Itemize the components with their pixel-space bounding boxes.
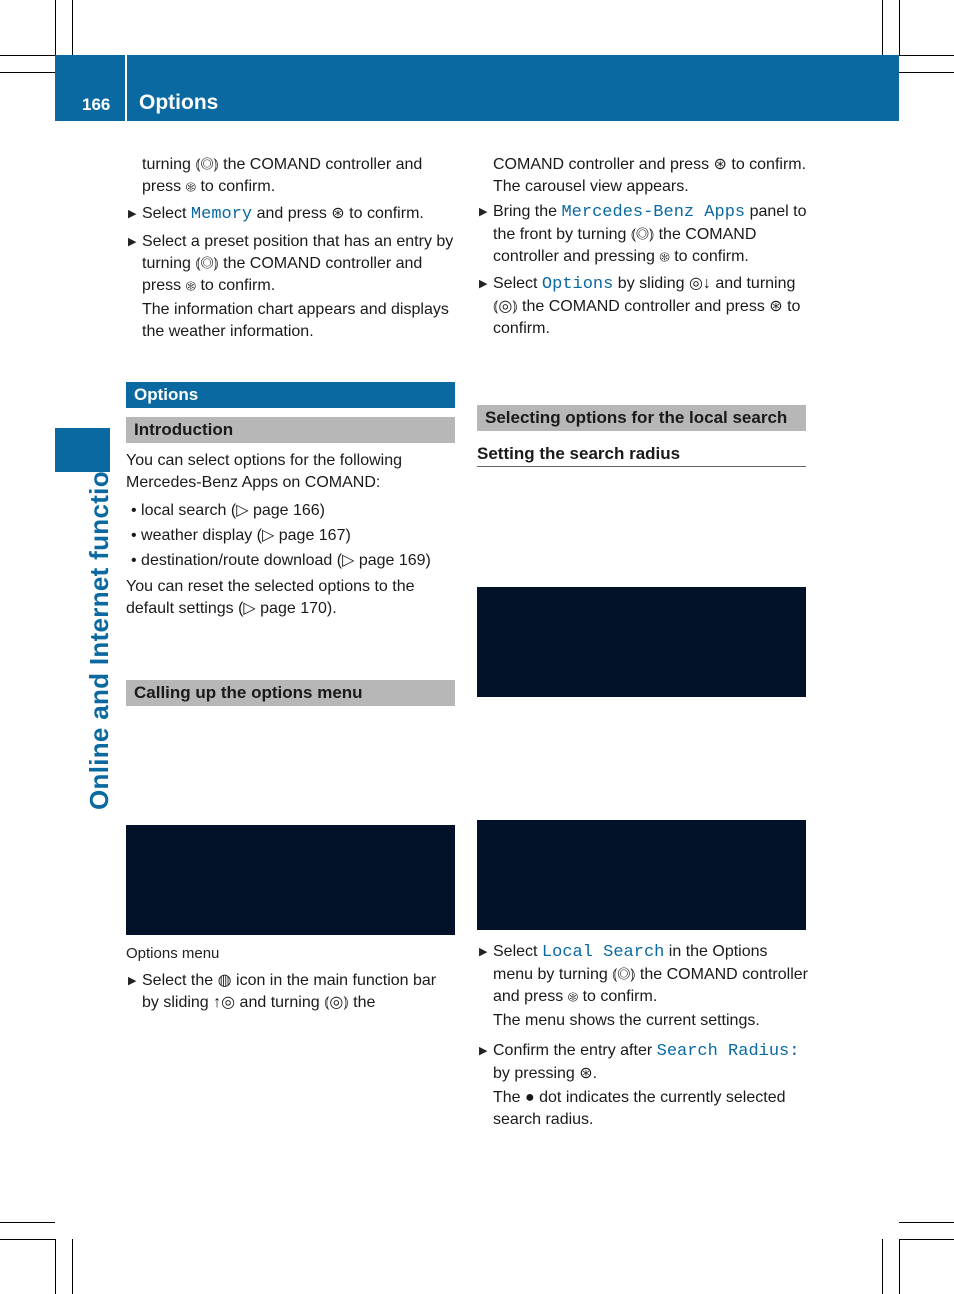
header-divider — [125, 55, 127, 121]
local-search-screenshot — [477, 587, 806, 697]
memory-code: Memory — [190, 205, 253, 224]
chapter-tab-label: Online and Internet functions — [84, 440, 114, 810]
right-column-bottom — [477, 941, 809, 1131]
step-arrow-icon: ▶ — [479, 1045, 488, 1057]
intro-block — [126, 450, 456, 620]
search-radius-code: Search Radius: — [656, 1042, 800, 1061]
step-preset: ▶ Select a preset position that has an entry by turning ⦅◎⦆ the COMAND controller and press ⊛ to confirm. The information chart appears and displays the weather information. — [126, 231, 456, 343]
figure-caption: Options menu — [126, 945, 220, 962]
right-column-top — [477, 154, 807, 340]
step-result: The ● dot indicates the currently selected search radius. — [493, 1089, 786, 1128]
crop-mark — [55, 0, 56, 55]
section-calling-options: Calling up the options menu — [126, 680, 455, 706]
list-item: • local search (▷ page 166) — [131, 502, 326, 519]
step-memory: ▶ Select Memory and press ⊛ to confirm. — [128, 205, 424, 224]
page-header — [55, 55, 899, 121]
intro-text: You can select options for the following Mercedes-Benz Apps on COMAND: — [126, 452, 403, 491]
search-radius-screenshot — [477, 820, 806, 930]
step-select-options: ▶ Select Options by sliding ◎↓ and turning ⦅◎⦆ the COMAND controller and press ⊛ to confirm. — [479, 275, 801, 337]
list-item: • weather display (▷ page 167) — [131, 527, 351, 544]
crop-mark — [899, 0, 900, 55]
crop-mark — [899, 72, 954, 73]
step-arrow-icon: ▶ — [128, 975, 137, 987]
section-local-search: Selecting options for the local search — [477, 405, 806, 431]
carousel-text: The carousel view appears. — [493, 178, 689, 195]
crop-mark — [55, 1239, 56, 1294]
crop-mark — [0, 1222, 55, 1223]
section-introduction: Introduction — [126, 417, 455, 443]
step-arrow-icon: ▶ — [128, 236, 137, 248]
page-number: 166 — [82, 95, 111, 114]
crop-mark — [899, 1239, 954, 1240]
continued-text: COMAND controller and press ⊛ to confirm. — [493, 156, 807, 173]
step-arrow-icon: ▶ — [479, 206, 488, 218]
local-search-code: Local Search — [541, 943, 665, 962]
section-options: Options — [126, 382, 455, 408]
step-arrow-icon: ▶ — [479, 278, 488, 290]
crop-mark — [0, 1239, 55, 1240]
crop-mark — [72, 1239, 73, 1294]
step-select-icon: ▶ Select the ◍ icon in the main function bar by sliding ↑◎ and turning ⦅◎⦆ the — [128, 972, 437, 1011]
intro-bullet-list — [126, 500, 456, 572]
crop-mark — [882, 0, 883, 55]
left-column-top — [126, 154, 456, 343]
step-result: The menu shows the current settings. — [493, 1012, 760, 1029]
step-result: The information chart appears and displays the weather information. — [142, 301, 449, 340]
left-column-bottom — [126, 970, 456, 1014]
crop-mark — [899, 55, 954, 56]
subheading-search-radius: Setting the search radius — [477, 444, 806, 467]
step-confirm-radius: ▶ Confirm the entry after Search Radius: by pressing ⊛. The ● dot indicates the currently selected search radius. — [477, 1040, 809, 1131]
options-menu-screenshot — [126, 825, 455, 935]
crop-mark — [0, 72, 55, 73]
step-local-search: ▶ Select Local Search in the Options menu by turning ⦅◎⦆ the COMAND controller and press ⊛ to confirm. The menu shows the current settings. — [477, 941, 809, 1032]
step-arrow-icon: ▶ — [479, 946, 488, 958]
options-code: Options — [541, 275, 614, 294]
reset-text: You can reset the selected options to the default settings (▷ page 170). — [126, 578, 415, 617]
crop-mark — [0, 55, 55, 56]
crop-mark — [882, 1239, 883, 1294]
crop-mark — [899, 1222, 954, 1223]
step-arrow-icon: ▶ — [128, 208, 137, 220]
crop-mark — [72, 0, 73, 55]
page-title: Options — [139, 91, 219, 114]
crop-mark — [899, 1239, 900, 1294]
continued-text: turning ⦅◎⦆ the COMAND controller and press ⊛ to confirm. — [142, 156, 423, 195]
apps-code: Mercedes-Benz Apps — [561, 203, 746, 222]
list-item: • destination/route download (▷ page 169) — [131, 552, 431, 569]
step-bring-apps: ▶ Bring the Mercedes-Benz Apps panel to the front by turning ⦅◎⦆ the COMAND controller and pressing ⊛ to confirm. — [479, 203, 807, 265]
